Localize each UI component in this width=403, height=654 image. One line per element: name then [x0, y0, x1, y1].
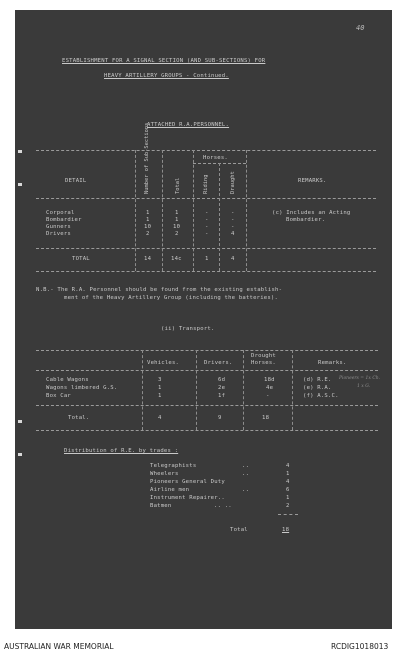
table2-row-remarks: (e) R.A.	[303, 385, 332, 391]
table1-row-detail: Corporal	[46, 210, 75, 216]
footer-credit: AUSTRALIAN WAR MEMORIAL	[4, 642, 114, 651]
table2-row-item: Box Car	[46, 393, 71, 399]
table1-rule-header	[36, 198, 376, 199]
table1-row-riding: -	[205, 224, 209, 230]
table2-vrule	[142, 350, 143, 430]
table1-total-riding: 1	[205, 256, 209, 262]
table2-total-vehicles: 4	[158, 415, 162, 421]
table1-row-detail: Drivers	[46, 231, 71, 237]
trades-total-label: Total	[230, 527, 248, 533]
table2-rule-body	[36, 405, 378, 406]
table2-row-horses: -	[266, 393, 270, 399]
table1-rule-body	[36, 248, 376, 249]
table1-header-total: Total	[175, 177, 181, 194]
table2-row-horses: 18d	[264, 377, 275, 383]
table2-header-drivers: Drivers.	[204, 360, 233, 366]
table1-row-riding: -	[205, 210, 209, 216]
trade-dots: ..	[242, 463, 250, 469]
table1-rule-top	[36, 150, 376, 151]
table2-vrule	[292, 350, 293, 430]
punch-hole	[18, 453, 22, 456]
table1-rule-bottom	[36, 271, 376, 272]
table1-header-detail: DETAIL	[65, 178, 87, 184]
table1-row-n: 1	[146, 217, 150, 223]
table1-vrule	[135, 150, 136, 271]
table1-header-riding: Riding	[203, 174, 209, 194]
note-line2: ment of the Heavy Artillery Group (including the batteries).	[64, 295, 279, 301]
trade-name: Pioneers General Duty	[150, 479, 225, 485]
table1-header-subsections: Number of Sub-Sections	[144, 122, 150, 194]
table1-row-total: 2	[175, 231, 179, 237]
trade-count: 4	[286, 479, 290, 485]
trade-name: Telegraphists	[150, 463, 197, 469]
trade-name: Airline men	[150, 487, 190, 493]
table1-row-draught: -	[231, 210, 235, 216]
doc-title-line2: HEAVY ARTILLERY GROUPS - Continued.	[104, 73, 229, 79]
table1-row-detail: Bombardier	[46, 217, 82, 223]
trade-name: Batmen	[150, 503, 172, 509]
punch-hole	[18, 420, 22, 423]
page-number: 40	[356, 24, 365, 32]
table2-total-label: Total.	[68, 415, 90, 421]
trades-total: 18	[282, 527, 290, 533]
trade-count: 1	[286, 471, 290, 477]
trade-dots: .. ..	[214, 503, 232, 509]
table1-total-label: TOTAL	[72, 256, 90, 262]
handwritten-note: 1 x G.	[357, 384, 371, 389]
trade-dots: ..	[242, 487, 250, 493]
table2-row-vehicles: 1	[158, 385, 162, 391]
table1-vrule	[219, 163, 220, 271]
document-sheet	[15, 10, 392, 629]
footer-catalogue-id: RCDIG1018013	[331, 642, 389, 651]
table2-vrule	[243, 350, 244, 430]
table1-row-riding: -	[205, 231, 209, 237]
table1-total-draught: 4	[231, 256, 235, 262]
trade-count: 4	[286, 463, 290, 469]
table1-row-riding: -	[205, 217, 209, 223]
table2-total-horses: 18	[262, 415, 270, 421]
table2-header-brought2: Horses.	[251, 360, 276, 366]
table2-rule-bottom	[36, 430, 378, 431]
table1-row-draught: -	[231, 217, 235, 223]
table2-rule-top	[36, 350, 378, 351]
table1-row-total: 10	[173, 224, 181, 230]
table2-vrule	[196, 350, 197, 430]
table2-row-item: Wagons limbered G.S.	[46, 385, 118, 391]
table2-total-drivers: 9	[218, 415, 222, 421]
table1-row-n: 2	[146, 231, 150, 237]
trade-count: 2	[286, 503, 290, 509]
table1-header-remarks: REMARKS.	[298, 178, 327, 184]
table2-rule-header	[36, 370, 378, 371]
handwritten-note: Pioneers = 1x Ch.	[339, 376, 381, 381]
trade-count: 6	[286, 487, 290, 493]
table1-header-draught: Draught	[230, 171, 236, 194]
table1-row-draught: -	[231, 224, 235, 230]
doc-title-line1: ESTABLISHMENT FOR A SIGNAL SECTION (AND SUB-SECTIONS) FOR	[62, 58, 266, 64]
table1-header-horses: Horses.	[203, 155, 228, 161]
table1-total-n: 14	[144, 256, 152, 262]
table2-header-brought1: Drought	[251, 353, 276, 359]
table1-total-total: 14c	[171, 256, 182, 262]
section1-heading: ATTACHED R.A.PERSONNEL.	[147, 122, 230, 128]
punch-hole	[18, 150, 22, 153]
table2-row-vehicles: 3	[158, 377, 162, 383]
table1-row-n: 10	[144, 224, 152, 230]
section2-heading: (ii) Transport.	[161, 326, 215, 332]
trade-name: Instrument Repairer..	[150, 495, 225, 501]
table2-header-vehicles: Vehicles.	[147, 360, 180, 366]
table1-vrule	[246, 150, 247, 271]
trade-dots: ..	[242, 471, 250, 477]
table2-row-drivers: 6d	[218, 377, 226, 383]
table2-row-drivers: 2e	[218, 385, 226, 391]
table1-remarks: Bombardier.	[286, 217, 326, 223]
note-line1: N.B.- The R.A. Personnel should be found from the existing establish-	[36, 287, 283, 293]
table2-row-remarks: (f) A.S.C.	[303, 393, 339, 399]
trade-name: Wheelers	[150, 471, 179, 477]
table1-row-n: 1	[146, 210, 150, 216]
trades-sum-rule	[278, 514, 298, 515]
table1-row-draught: 4	[231, 231, 235, 237]
table1-vrule	[193, 150, 194, 271]
section3-heading: Distribution of R.E. by trades :	[64, 448, 179, 454]
table1-remarks: (c) Includes an Acting	[272, 210, 351, 216]
table1-row-total: 1	[175, 217, 179, 223]
table2-row-item: Cable Wagons	[46, 377, 89, 383]
table2-row-horses: 4e	[266, 385, 274, 391]
table1-row-detail: Gunners	[46, 224, 71, 230]
table1-vrule	[162, 150, 163, 271]
table1-row-total: 1	[175, 210, 179, 216]
table2-row-vehicles: 1	[158, 393, 162, 399]
table2-row-remarks: (d) R.E.	[303, 377, 332, 383]
trade-count: 1	[286, 495, 290, 501]
table2-header-remarks: Remarks.	[318, 360, 347, 366]
punch-hole	[18, 183, 22, 186]
table2-row-drivers: 1f	[218, 393, 226, 399]
